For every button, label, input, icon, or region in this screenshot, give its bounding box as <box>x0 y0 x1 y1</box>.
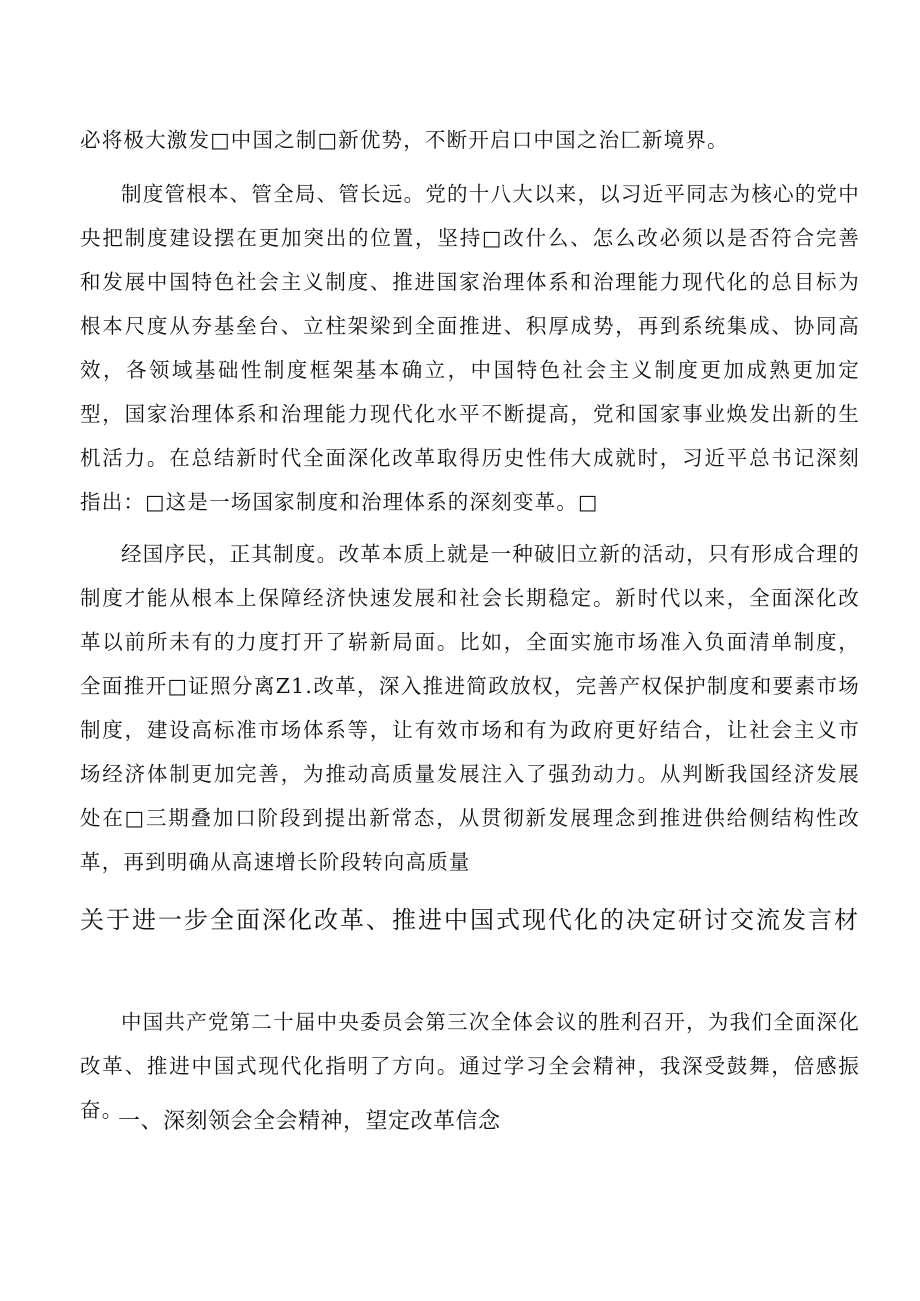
section-heading: 一、深刻领会全会精神，望定改革信念 <box>118 1109 501 1134</box>
paragraph-continuation: 必将极大激发□中国之制□新优势，不断开启口中国之治匚新境界。 <box>80 128 729 152</box>
paragraph-intro: 中国共产党第二十届中央委员会第三次全体会议的胜利召开，为我们全面深化改革、推进中国式现代化指明了方向。通过学习全会精神，我深受鼓舞，倍感振奋。 <box>80 1010 860 1122</box>
paragraph-reform: 经国序民，正其制度。改革本质上就是一种破旧立新的活动，只有形成合理的制度才能从根本上保障经济快速发展和社会长期稳定。新时代以来，全面深化改革以前所未有的力度打开了崭新局面。比如，全面实施市场准入负面清单制度，全面推开□证照分离Z1.改革，深入推进简政放权，完善产权保护制度和要素市场制度，建设高标准市场体系等，让有效市场和有为政府更好结合，让社会主义市场经济体制更加完善，为推动高质量发展注入了强劲动力。从判断我国经济发展处在□三期叠加口阶段到提出新常态，从贯彻新发展理念到推进供给侧结构性改革，再到明确从高速增长阶段转向高质量 <box>80 542 860 874</box>
paragraph-institutions: 制度管根本、管全局、管长远。党的十八大以来，以习近平同志为核心的党中央把制度建设摆在更加突出的位置，坚持□改什么、怎么改必须以是否符合完善和发展中国特色社会主义制度、推进国家治理体系和治理能力现代化的总目标为根本尺度从夯基垒台、立柱架梁到全面推进、积厚成势，再到系统集成、协同高效，各领域基础性制度框架基本确立，中国特色社会主义制度更加成熟更加定型，国家治理体系和治理能力现代化水平不断提高，党和国家事业焕发出新的生机活力。在总结新时代全面深化改革取得历史性伟大成就时，习近平总书记深刻指出：□这是一场国家制度和治理体系的深刻变革。□ <box>80 182 860 514</box>
document-title: 关于进一步全面深化改革、推进中国式现代化的决定研讨交流发言材 <box>80 906 860 934</box>
